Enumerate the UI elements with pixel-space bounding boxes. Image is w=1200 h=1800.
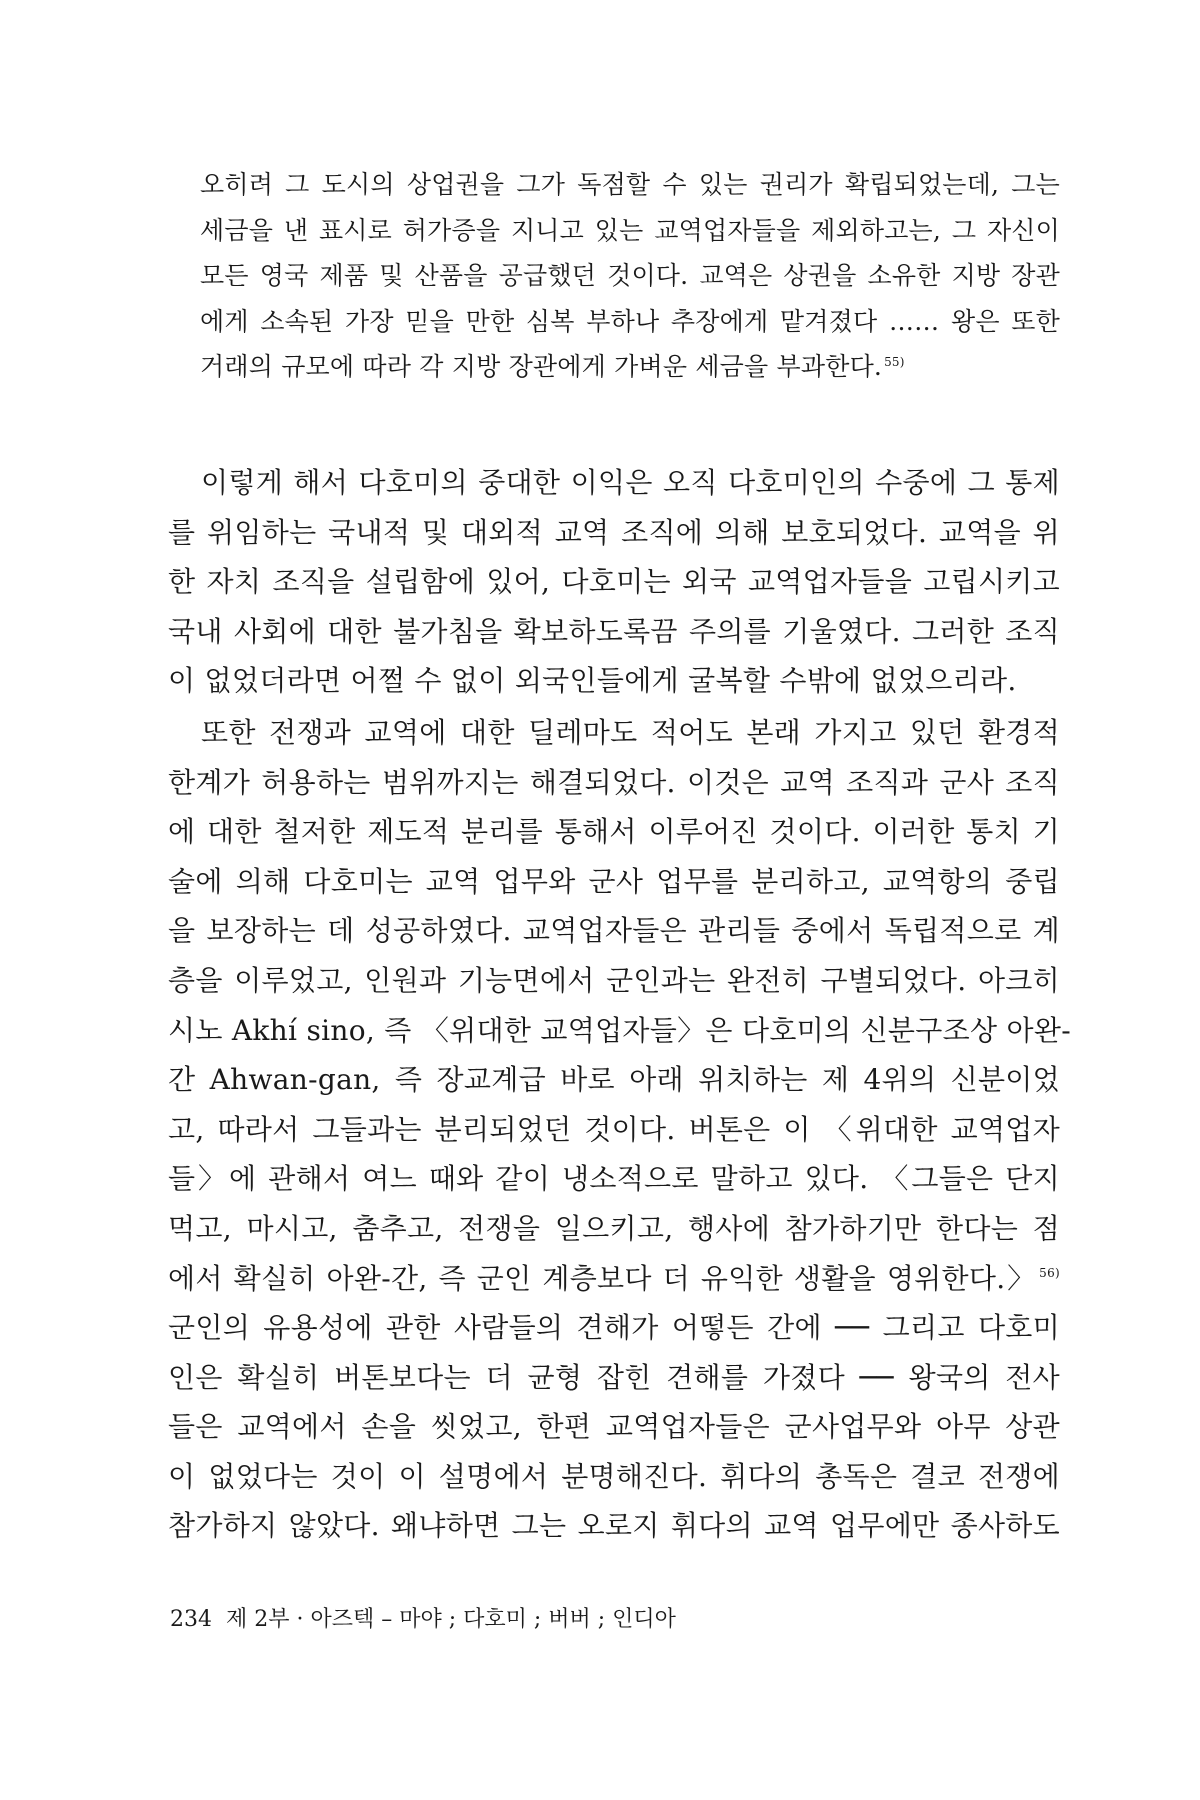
paragraph-2 bbox=[168, 708, 1071, 1551]
body-line: 시노 Akhí sino, 즉 〈위대한 교역업자들〉은 다호미의 신분구조상 아완- bbox=[168, 1013, 1071, 1047]
body-line-with-footnote bbox=[168, 1254, 1060, 1304]
body-line: 이 없었다는 것이 이 설명에서 분명해진다. 휘다의 총독은 결코 전쟁에 bbox=[168, 1459, 1060, 1493]
body-line: 또한 전쟁과 교역에 대한 딜레마도 적어도 본래 가지고 있던 환경적 bbox=[201, 715, 1060, 749]
body-line: 한 자치 조직을 설립함에 있어, 다호미는 외국 교역업자들을 고립시키고 bbox=[168, 565, 1060, 599]
body-line: 먹고, 마시고, 춤추고, 전쟁을 일으키고, 행사에 참가하기만 한다는 점 bbox=[168, 1211, 1060, 1245]
quote-line: 오히려 그 도시의 상업권을 그가 독점할 수 있는 권리가 확립되었는데, 그는 bbox=[200, 170, 1060, 199]
body-line: 이렇게 해서 다호미의 중대한 이익은 오직 다호미인의 수중에 그 통제 bbox=[201, 466, 1060, 499]
body-line: 을 보장하는 데 성공하였다. 교역업자들은 관리들 중에서 독립적으로 계 bbox=[168, 914, 1060, 948]
body-line: 군인의 유용성에 관한 사람들의 견해가 어떻든 간에 ── 그리고 다호미 bbox=[168, 1311, 1060, 1345]
page-number: 234 bbox=[170, 1607, 212, 1632]
body-line: 들〉에 관해서 여느 때와 같이 냉소적으로 말하고 있다. 〈그들은 단지 bbox=[168, 1162, 1060, 1196]
body-line: 층을 이루었고, 인원과 기능면에서 군인과는 완전히 구별되었다. 아크히 bbox=[168, 963, 1060, 997]
quote-line: 에게 소속된 가장 믿을 만한 심복 부하나 추장에게 맡겨졌다 …… 왕은 또한 bbox=[200, 306, 1060, 336]
body-line: 에 대한 철저한 제도적 분리를 통해서 이루어진 것이다. 이러한 통치 기 bbox=[168, 815, 1060, 849]
body-text bbox=[168, 458, 1071, 1551]
body-line: 고, 따라서 그들과는 분리되었던 것이다. 버톤은 이 〈위대한 교역업자 bbox=[168, 1112, 1060, 1146]
paragraph-1 bbox=[168, 458, 1060, 706]
quote-line: 세금을 낸 표시로 허가증을 지니고 있는 교역업자들을 제외하고는, 그 자신이 bbox=[200, 215, 1060, 245]
body-line: 술에 의해 다호미는 교역 업무와 군사 업무를 분리하고, 교역항의 중립 bbox=[168, 864, 1060, 898]
quote-line-text: 거래의 규모에 따라 각 지방 장관에게 가벼운 세금을 부과한다. bbox=[200, 352, 883, 381]
quote-line: 모든 영국 제품 및 산품을 공급했던 것이다. 교역은 상권을 소유한 지방 장관 bbox=[200, 261, 1060, 290]
running-head: 제 2부 · 아즈텍 – 마야 ; 다호미 ; 버버 ; 인디아 bbox=[226, 1607, 676, 1632]
body-line: 를 위임하는 국내적 및 대외적 교역 조직에 의해 보호되었다. 교역을 위 bbox=[168, 515, 1060, 549]
body-line: 국내 사회에 대한 불가침을 확보하도록끔 주의를 기울였다. 그러한 조직 bbox=[168, 614, 1060, 648]
quote-line-last bbox=[200, 344, 1060, 390]
body-line: 참가하지 않았다. 왜냐하면 그는 오로지 휘다의 교역 업무에만 종사하도 bbox=[168, 1509, 1060, 1543]
body-line: 한계가 허용하는 범위까지는 해결되었다. 이것은 교역 조직과 군사 조직 bbox=[168, 765, 1060, 799]
page-footer bbox=[170, 1605, 676, 1635]
footnote-marker-55: 55) bbox=[884, 354, 905, 369]
body-line: 간 Ahwan-gan, 즉 장교계급 바로 아래 위치하는 제 4위의 신분이었 bbox=[168, 1063, 1060, 1097]
footnote-marker-56: 56) bbox=[1039, 1266, 1060, 1281]
body-line: 들은 교역에서 손을 씻었고, 한편 교역업자들은 군사업무와 아무 상관 bbox=[168, 1410, 1060, 1444]
block-quote bbox=[200, 162, 1060, 390]
body-line-text: 에서 확실히 아완-간, 즉 군인 계층보다 더 유익한 생활을 영위한다.〉 bbox=[168, 1261, 1038, 1295]
body-line: 이 없었더라면 어쩔 수 없이 외국인들에게 굴복할 수밖에 없었으리라. bbox=[168, 664, 1017, 698]
body-line: 인은 확실히 버톤보다는 더 균형 잡힌 견해를 가졌다 ── 왕국의 전사 bbox=[168, 1360, 1060, 1394]
